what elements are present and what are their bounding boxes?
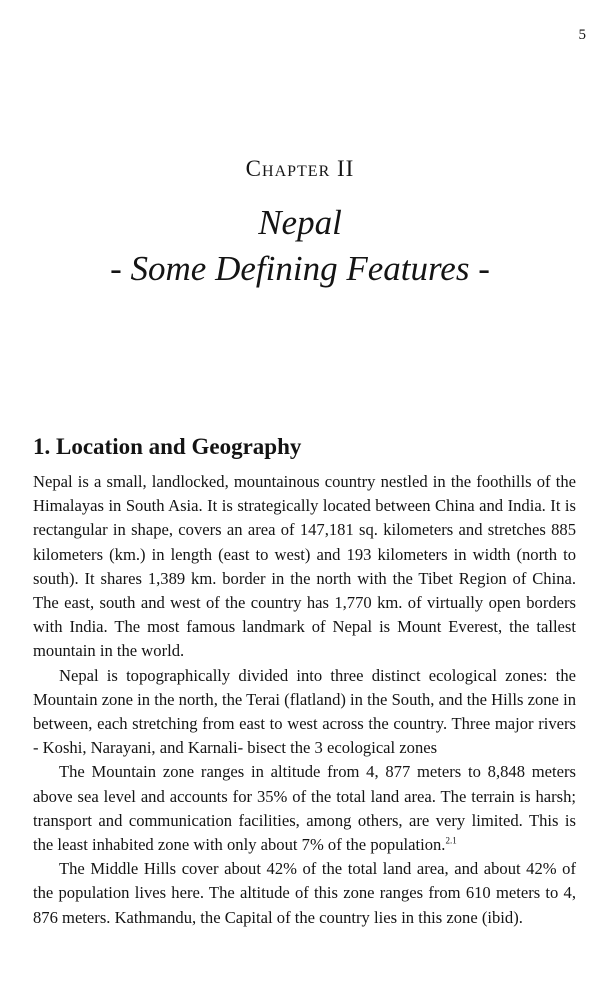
chapter-title-line-1: Nepal	[258, 203, 342, 242]
paragraph-2: Nepal is topographically divided into three distinct ecological zones: the Mountain zone in the north, the Terai (flatland) in the South, and the Hills zone in between, each stretching from east to west across the country. Three major rivers - Koshi, Narayani, and Karnali- bisect the 3 ecological zones	[33, 665, 576, 758]
footnote-reference: 2.1	[445, 835, 457, 846]
paragraph-4: The Middle Hills cover about 42% of the total land area, and about 42% of the population lives here. The altitude of this zone ranges from 610 meters to 4, 876 meters. Kathmandu, the Capital of the country lies in this zone (ibid).	[33, 859, 576, 927]
chapter-label: Chapter II	[245, 156, 355, 181]
paragraph-3-text: The Mountain zone ranges in altitude from 4, 877 meters to 8,848 meters above sea level and accounts for 35% of the total land area. The terrain is harsh; transport and communication facilities, among others, are very limited. This is the least inhabited zone with only about 7% of the population.	[33, 762, 576, 855]
chapter-title-line-2: - Some Defining Features -	[110, 249, 490, 288]
paragraph-1: Nepal is a small, landlocked, mountainous country nestled in the foothills of the Himalayas in South Asia. It is strategically located between China and India. It is rectangular in shape, covers an area of 147,181 sq. kilometers and stretches 885 kilometers (km.) in length (east to west) and 193 kilometers in width (north to south). It shares 1,389 km. border in the north with the Tibet Region of China. The east, south and west of the country has 1,770 km. of virtually open borders with India. The most famous landmark of Nepal is Mount Everest, the tallest mountain in the world.	[33, 472, 576, 661]
paragraph-3	[33, 760, 576, 857]
page-number: 5	[578, 27, 586, 43]
body-text	[33, 470, 576, 930]
chapter-title	[0, 200, 600, 292]
section-heading: 1. Location and Geography	[33, 434, 302, 459]
